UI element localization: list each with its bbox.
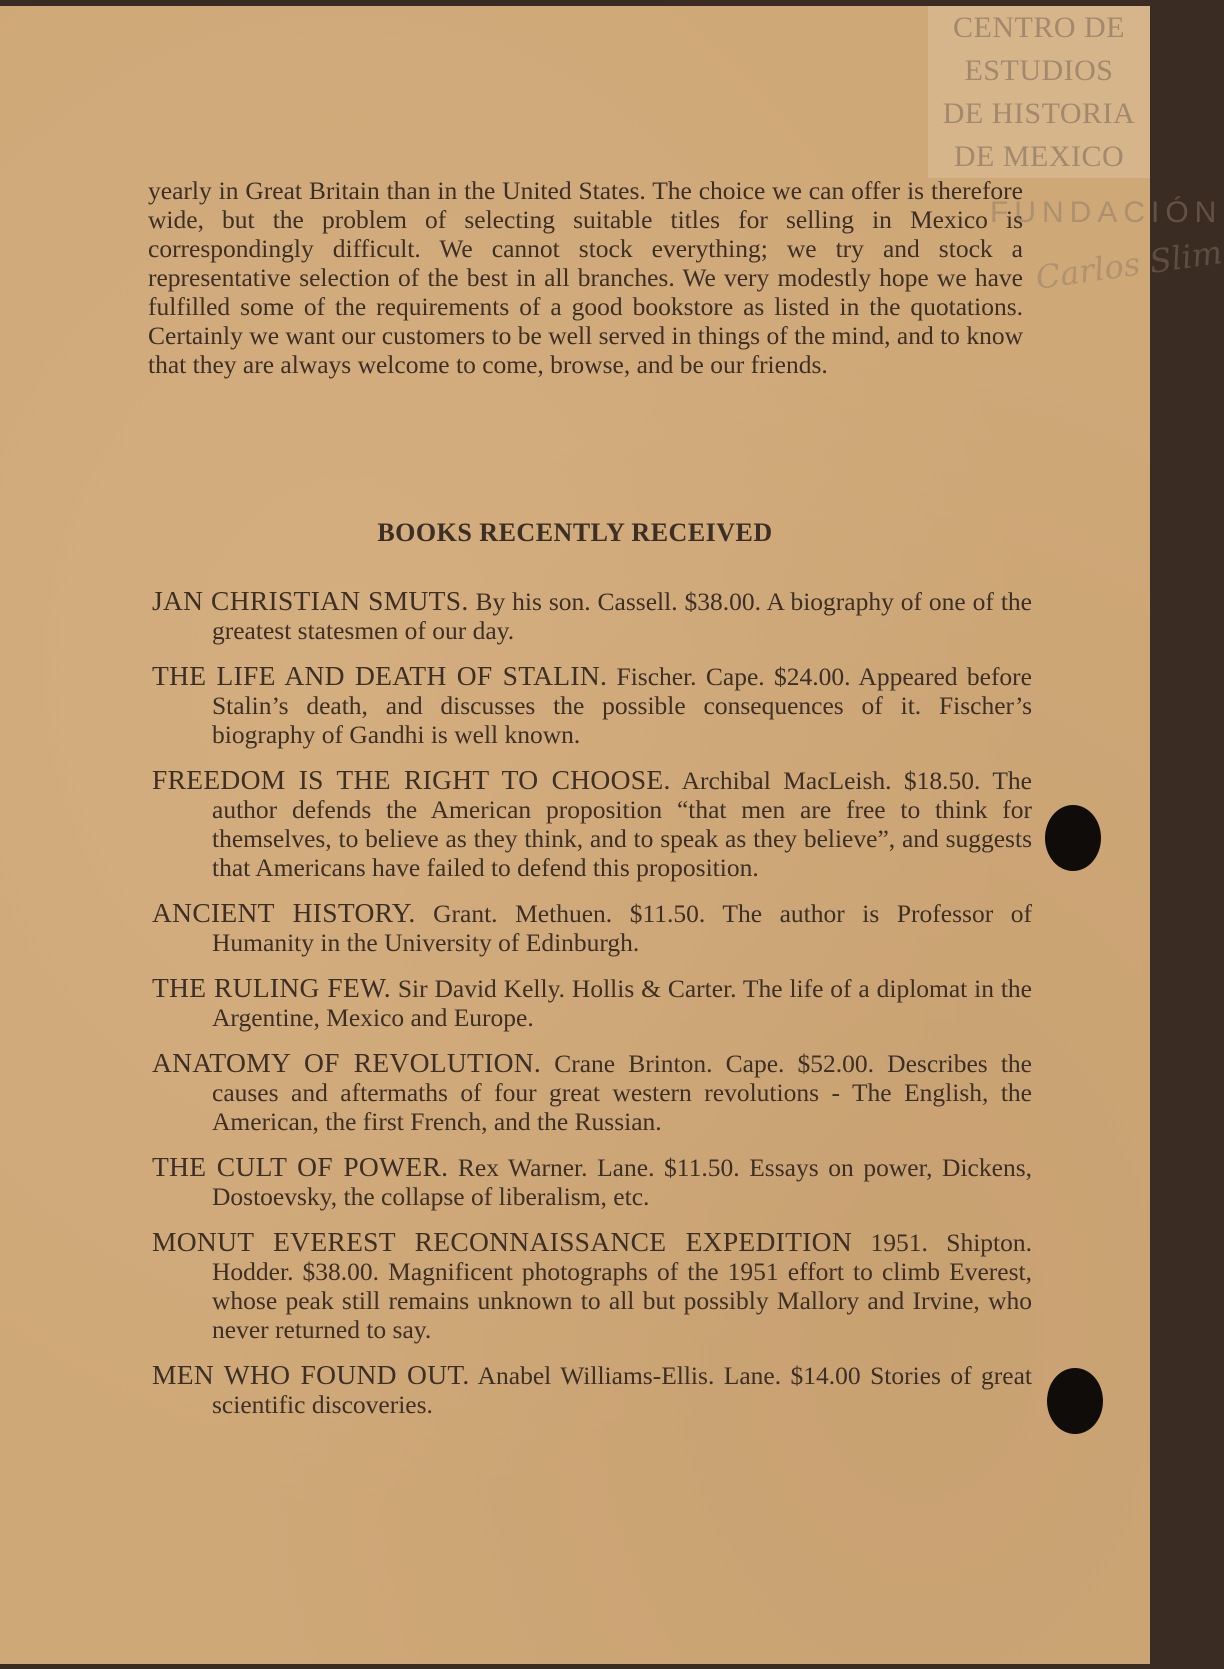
- book-entry: [152, 898, 1032, 957]
- signature-watermark: Carlos Slim: [1033, 233, 1224, 297]
- book-title: MEN WHO FOUND OUT.: [152, 1359, 470, 1390]
- section-heading: BOOKS RECENTLY RECEIVED: [377, 518, 773, 547]
- archive-stamp: [928, 6, 1150, 178]
- book-entry: [152, 1227, 1032, 1344]
- book-entry: [152, 973, 1032, 1032]
- book-entry: [152, 1048, 1032, 1136]
- book-entry: [152, 1152, 1032, 1211]
- book-entry: [152, 1360, 1032, 1419]
- book-description: Anabel Williams-Ellis. Lane. $14.00 Stories of great scientific discoveries.: [212, 1361, 1033, 1419]
- book-title: FREEDOM IS THE RIGHT TO CHOOSE.: [152, 764, 671, 795]
- book-description: By his son. Cassell. $38.00. A biography of one of the greatest statesmen of our day.: [212, 587, 1032, 645]
- book-description: Rex Warner. Lane. $11.50. Essays on power, Dickens, Dostoevsky, the collapse of liberalism, etc.: [212, 1153, 1032, 1211]
- book-description: Grant. Methuen. $11.50. The author is Professor of Humanity in the University of Edinburgh.: [212, 899, 1033, 957]
- book-title: MONUT EVEREST RECONNAISSANCE EXPEDITION: [152, 1226, 853, 1257]
- stamp-line: DE HISTORIA: [942, 97, 1136, 130]
- book-description: Crane Brinton. Cape. $52.00. Describes the causes and aftermaths of four great western revolutions - The English, the American, the first French, and the Russian.: [212, 1049, 1032, 1136]
- document-page: [0, 6, 1224, 1664]
- book-description: Fischer. Cape. $24.00. Appeared before Stalin’s death, and discusses the possible consequences of it. Fischer’s biography of Gandhi is well known.: [212, 662, 1032, 749]
- book-title: ANATOMY OF REVOLUTION.: [152, 1047, 542, 1078]
- book-entry: [152, 661, 1032, 749]
- book-list: [152, 586, 1032, 1435]
- book-entry: [152, 586, 1032, 645]
- stamp-line: CENTRO DE: [953, 11, 1125, 44]
- foundation-stamp: FUNDACIÓN: [990, 196, 1223, 229]
- book-entry: [152, 765, 1032, 882]
- book-title: THE RULING FEW.: [152, 972, 391, 1003]
- punch-hole: [1047, 1368, 1103, 1434]
- book-title: ANCIENT HISTORY.: [152, 897, 416, 928]
- book-title: JAN CHRISTIAN SMUTS.: [152, 585, 469, 616]
- punch-hole: [1045, 805, 1101, 871]
- book-title: THE LIFE AND DEATH OF STALIN.: [152, 660, 608, 691]
- book-title: THE CULT OF POWER.: [152, 1151, 449, 1182]
- stamp-line: DE MEXICO: [953, 140, 1125, 173]
- stamp-line: ESTUDIOS: [964, 54, 1114, 87]
- intro-paragraph: yearly in Great Britain than in the United States. The choice we can offer is therefore wide, but the problem of selecting suitable titles for selling in Mexico is correspondingly difficult. We cannot stock everything; we try and stock a representative selection of the best in all branches. We very modestly hope we have fulfilled some of the requirements of a good bookstore as listed in the quotations. Certainly we want our customers to be well served in things of the mind, and to know that they are always welcome to come, browse, and be our friends.: [148, 176, 1023, 379]
- book-description: Archibal MacLeish. $18.50. The author defends the American proposition “that men are free to think for themselves, to believe as they think, and to speak as they believe”, and suggests that Americans have failed to defend this proposition.: [212, 766, 1033, 882]
- book-description: Sir David Kelly. Hollis & Carter. The life of a diplomat in the Argentine, Mexico and Europe.: [212, 974, 1032, 1032]
- book-description: 1951. Shipton. Hodder. $38.00. Magnificent photographs of the 1951 effort to climb Everest, whose peak still remains unknown to all but possibly Mallory and Irvine, who never returned to say.: [212, 1228, 1032, 1344]
